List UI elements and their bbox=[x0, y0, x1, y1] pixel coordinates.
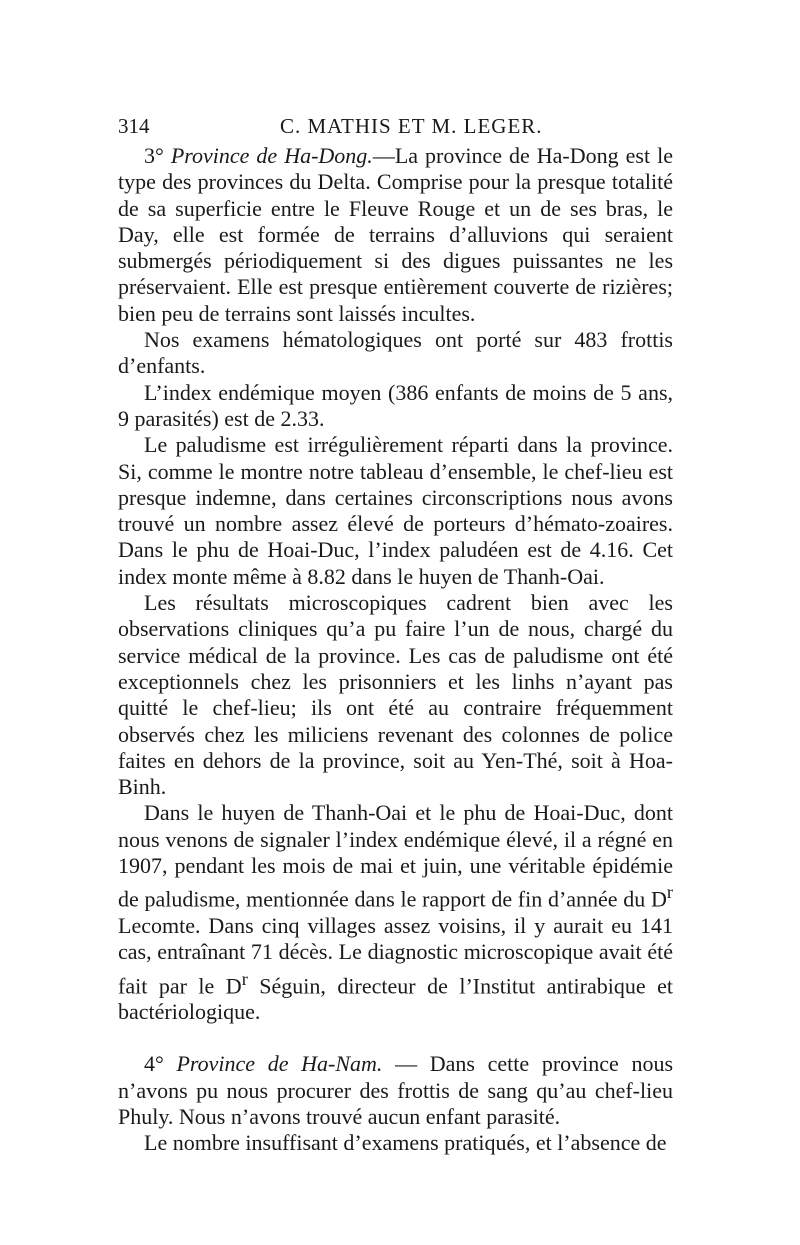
ha-dong-heading-number: 3° bbox=[144, 143, 164, 168]
ha-dong-heading-dash: — bbox=[372, 143, 395, 168]
ha-dong-paragraph-6 bbox=[118, 800, 673, 1025]
running-head bbox=[118, 112, 673, 140]
doctor-superscript: r bbox=[666, 882, 673, 903]
ha-nam-heading-dash: — bbox=[395, 1051, 418, 1077]
ha-dong-heading-title: Province de Ha-Dong. bbox=[170, 143, 373, 168]
ha-nam-paragraph-2: Le nombre insuffisant d’examens pratiqués, et l’absence de bbox=[144, 1130, 667, 1156]
ha-nam-heading-number: 4° bbox=[144, 1051, 164, 1077]
ha-dong-paragraph-6-part-3: Séguin, directeur de l’Institut antirabique et bactériologique. bbox=[118, 972, 673, 1025]
page-number: 314 bbox=[118, 114, 150, 138]
running-title: C. MATHIS ET M. LEGER. bbox=[280, 114, 543, 138]
ha-dong-paragraph-3: L’index endémique moyen (386 enfants de moins de 5 ans, 9 parasités) est de 2.33. bbox=[118, 379, 673, 431]
ha-dong-paragraph-4: Le paludisme est irrégulièrement réparti dans la province. Si, comme le montre notre tableau d’ensemble, le chef-lieu est presque indemne, dans certaines circonscriptions nous avons trouvé un nombre assez élevé de porteurs d’hémato-zoaires. Dans le phu de Hoai-Duc, l’index paludéen est de 4.16. Cet index monte même à 8.82 dans le huyen de Thanh-Oai. bbox=[118, 432, 673, 589]
doctor-superscript: r bbox=[241, 968, 248, 989]
ha-dong-paragraph-1 bbox=[118, 143, 673, 327]
ha-nam-paragraph-1 bbox=[118, 1051, 673, 1130]
body-text bbox=[118, 143, 673, 1157]
ha-dong-paragraph-1-text: La province de Ha-Dong est le type des provinces du Delta. Comprise pour la presque totalité de sa superficie entre le Fleuve Rouge et un de ses bras, le Day, elle est formée de terrains d’alluvions qui seraient submergés périodiquement si des digues puissantes ne les préservaient. Elle est presque entièrement couverte de rizières; bien peu de terrains sont laissés incultes. bbox=[118, 143, 673, 326]
ha-dong-paragraph-6-part-2: Lecomte. Dans cinq villages assez voisins, il y aurait eu 141 cas, entraînant 71 décès. Le diagnostic microscopique avait été fait par le D bbox=[118, 912, 673, 998]
ha-dong-paragraph-6-part-1: Dans le huyen de Thanh-Oai et le phu de Hoai-Duc, dont nous venons de signaler l’index endémique élevé, il a régné en 1907, pendant les mois de mai et juin, une véritable épidémie de paludisme, mentionnée dans le rapport de fin d’année du D bbox=[118, 800, 673, 912]
ha-nam-paragraph-1-text: Dans cette province nous n’avons pu nous procurer des frottis de sang qu’au chef-lieu Phuly. Nous n’avons trouvé aucun enfant parasité. bbox=[118, 1051, 674, 1130]
ha-nam-heading-title: Province de Ha-Nam. bbox=[176, 1051, 383, 1077]
ha-dong-paragraph-2: Nos examens hématologiques ont porté sur 483 frottis d’enfants. bbox=[118, 327, 673, 379]
ha-dong-paragraph-5: Les résultats microscopiques cadrent bien avec les observations cliniques qu’a pu faire l’un de nous, chargé du service médical de la province. Les cas de paludisme ont été exceptionnels chez les prisonniers et les linhs n’ayant pas quitté le chef-lieu; ils ont été au contraire fréquemment observés chez les miliciens revenant des colonnes de police faites en dehors de la province, soit au Yen-Thé, soit à Hoa-Binh. bbox=[118, 590, 673, 800]
